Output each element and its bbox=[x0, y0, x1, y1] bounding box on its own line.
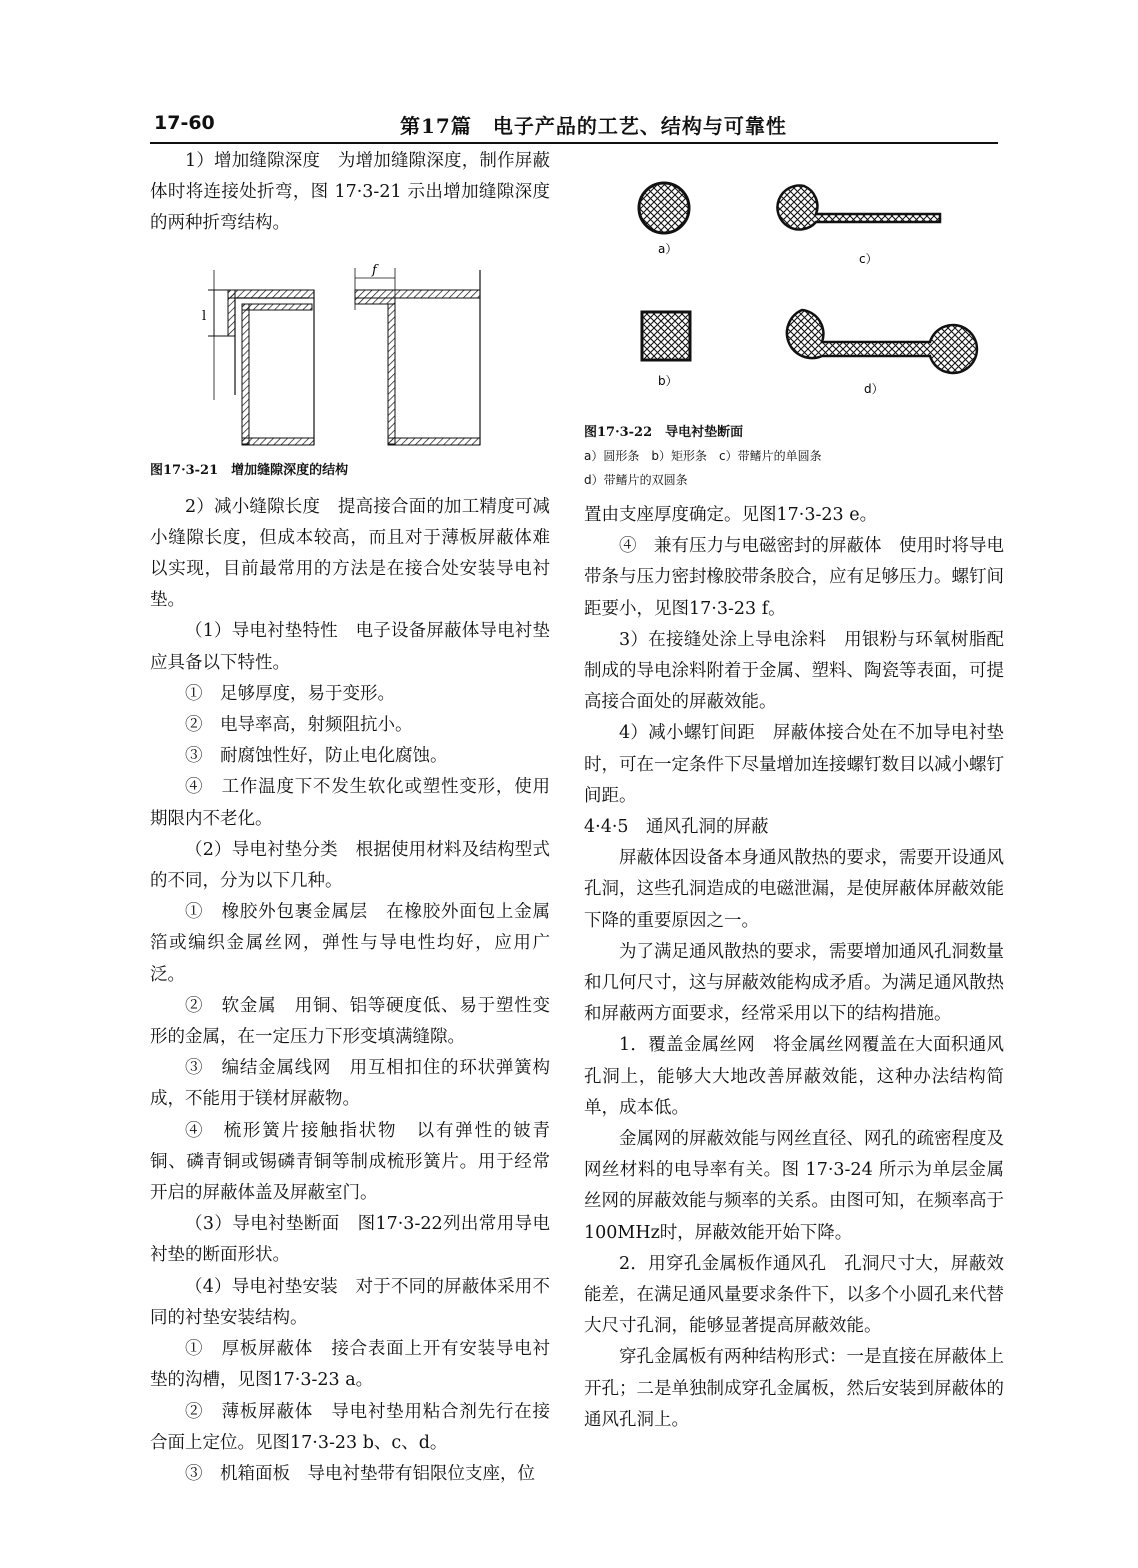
page-number: 17-60 bbox=[154, 112, 215, 134]
figure-17-3-22 bbox=[584, 160, 1004, 422]
section-heading: 4·4·5 通风孔洞的屏蔽 bbox=[584, 817, 769, 838]
label-c: c） bbox=[859, 252, 878, 266]
figure-subcaption: d）带鳍片的双圆条 bbox=[584, 473, 688, 487]
paragraph: ① 足够厚度，易于变形。 bbox=[185, 683, 395, 704]
figure-subcaption: a）圆形条 b）矩形条 c）带鳍片的单圆条 bbox=[584, 449, 822, 463]
paragraph: ② 电导率高，射频阻抗小。 bbox=[185, 715, 413, 736]
paragraph: 1．覆盖金属丝网 将金属丝网覆盖在大面积通风孔洞上，能够大大地改善屏蔽效能，这种办法结构简单，成本低。 bbox=[584, 1035, 1004, 1118]
paragraph: ① 橡胶外包裹金属层 在橡胶外面包上金属箔或编织金属丝网，弹性与导电性均好，应用广泛。 bbox=[150, 902, 550, 985]
paragraph: ③ 耐腐蚀性好，防止电化腐蚀。 bbox=[185, 746, 448, 767]
paragraph: 置由支座厚度确定。见图17·3-23 e。 bbox=[584, 505, 878, 525]
gasket-sections-diagram bbox=[584, 160, 1004, 422]
paragraph: 4）减小螺钉间距 屏蔽体接合处在不加导电衬垫时，可在一定条件下尽量增加连接螺钉数目以减小螺钉间距。 bbox=[584, 723, 1004, 806]
paragraph: （3）导电衬垫断面 图17·3-22列出常用导电衬垫的断面形状。 bbox=[150, 1214, 550, 1266]
left-column bbox=[150, 146, 550, 1490]
figure-caption: 图17·3-21 增加缝隙深度的结构 bbox=[150, 462, 349, 478]
paragraph: （1）导电衬垫特性 电子设备屏蔽体导电衬垫应具备以下特性。 bbox=[150, 621, 550, 673]
paragraph: ② 软金属 用铜、铝等硬度低、易于塑性变形的金属，在一定压力下形变填满缝隙。 bbox=[150, 995, 550, 1048]
paragraph: 3）在接缝处涂上导电涂料 用银粉与环氧树脂配制成的导电涂料附着于金属、塑料、陶瓷等表面，可提高接合面处的屏蔽效能。 bbox=[584, 629, 1004, 713]
running-title: 第17篇 电子产品的工艺、结构与可靠性 bbox=[400, 114, 787, 138]
paragraph: ④ 梳形簧片接触指状物 以有弹性的铍青铜、磷青铜或锡磷青铜等制成梳形簧片。用于经常开启的屏蔽体盖及屏蔽室门。 bbox=[150, 1120, 550, 1204]
paragraph: ④ 兼有压力与电磁密封的屏蔽体 使用时将导电带条与压力密封橡胶带条胶合，应有足够压力。螺钉间距要小，见图17·3-23 f。 bbox=[584, 536, 1004, 619]
paragraph: 金属网的屏蔽效能与网丝直径、网孔的疏密程度及网丝材料的电导率有关。图 17·3-24 所示为单层金属丝网的屏蔽效能与频率的关系。由图可知，在频率高于100MHz时，屏蔽效能开始下降。 bbox=[584, 1129, 1004, 1243]
page-header bbox=[150, 108, 998, 144]
paragraph: ④ 工作温度下不发生软化或塑性变形，使用期限内不老化。 bbox=[150, 777, 550, 829]
paragraph: 1）增加缝隙深度 为增加缝隙深度，制作屏蔽体时将连接处折弯，图 17·3-21 示出增加缝隙深度的两种折弯结构。 bbox=[150, 151, 550, 234]
paragraph: （2）导电衬垫分类 根据使用材料及结构型式的不同，分为以下几种。 bbox=[150, 839, 550, 892]
figure-caption: 图17·3-22 导电衬垫断面 bbox=[584, 425, 744, 440]
paragraph: 穿孔金属板有两种结构形式：一是直接在屏蔽体上开孔；二是单独制成穿孔金属板，然后安装到屏蔽体的通风孔洞上。 bbox=[584, 1347, 1004, 1430]
label-a: a） bbox=[658, 242, 678, 256]
paragraph: 屏蔽体因设备本身通风散热的要求，需要开设通风孔洞，这些孔洞造成的电磁泄漏，是使屏蔽体屏蔽效能下降的重要原因之一。 bbox=[584, 848, 1004, 931]
paragraph: ③ 编结金属线网 用互相扣住的环状弹簧构成，不能用于镁材屏蔽物。 bbox=[150, 1058, 550, 1110]
bend-structure-diagram bbox=[150, 250, 550, 450]
label-d: d） bbox=[864, 382, 884, 396]
right-column bbox=[584, 160, 1004, 1436]
label-b: b） bbox=[658, 374, 678, 388]
dimension-label-l: l bbox=[202, 308, 207, 324]
figure-17-3-21 bbox=[150, 250, 550, 460]
paragraph: 2．用穿孔金属板作通风孔 孔洞尺寸大，屏蔽效能差，在满足通风量要求条件下，以多个小圆孔来代替大尺寸孔洞，能够显著提高屏蔽效能。 bbox=[584, 1253, 1004, 1337]
paragraph: （4）导电衬垫安装 对于不同的屏蔽体采用不同的衬垫安装结构。 bbox=[150, 1276, 550, 1328]
dimension-label-f: f bbox=[372, 262, 377, 278]
paragraph: ① 厚板屏蔽体 接合表面上开有安装导电衬垫的沟槽，见图17·3-23 a。 bbox=[150, 1339, 550, 1391]
paragraph: 为了满足通风散热的要求，需要增加通风孔洞数量和几何尺寸，这与屏蔽效能构成矛盾。为满足通风散热和屏蔽两方面要求，经常采用以下的结构措施。 bbox=[584, 941, 1004, 1025]
paragraph: ③ 机箱面板 导电衬垫带有铝限位支座，位 bbox=[185, 1463, 535, 1484]
paragraph: ② 薄板屏蔽体 导电衬垫用粘合剂先行在接合面上定位。见图17·3-23 b、c、d。 bbox=[150, 1401, 550, 1453]
paragraph: 2）减小缝隙长度 提高接合面的加工精度可减小缝隙长度，但成本较高，而且对于薄板屏蔽体难以实现，目前最常用的方法是在接合处安装导电衬垫。 bbox=[150, 496, 550, 611]
